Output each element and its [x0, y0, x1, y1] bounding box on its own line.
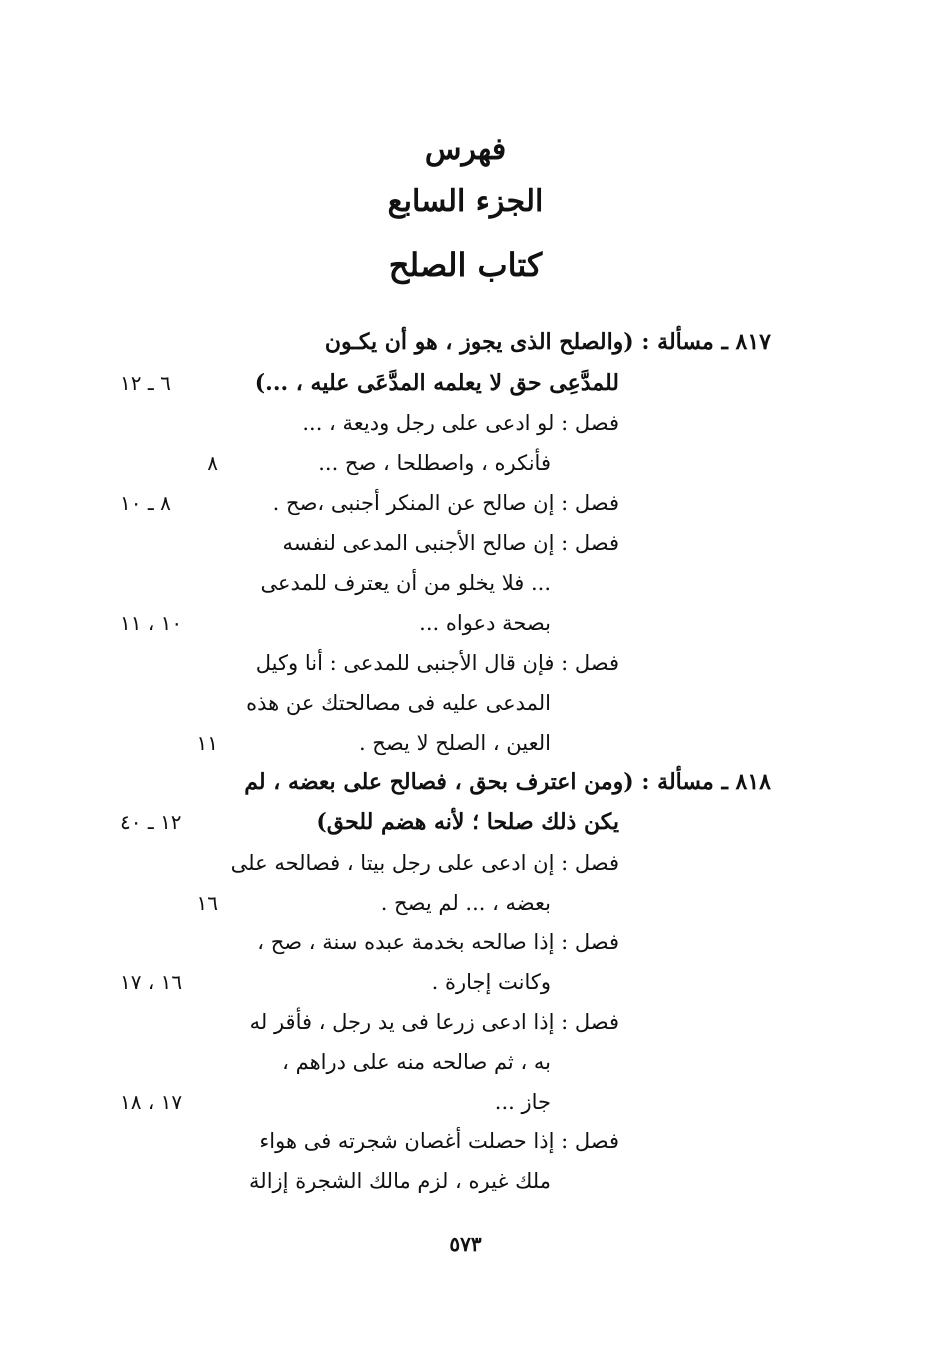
- page-ref-text: ١٢ ـ ٤٠: [120, 810, 182, 834]
- entry-text: بعضه ، ... لم يصح .: [380, 891, 551, 915]
- entry-page-ref: [120, 802, 230, 842]
- index-entry-line: [230, 843, 619, 883]
- index-entry-line: [239, 483, 619, 523]
- entry-page-ref: [120, 1082, 230, 1122]
- entry-text: فصل : إن ادعى على رجل بيتا ، فصالحه على: [230, 851, 619, 875]
- index-entry-line: [231, 1042, 551, 1082]
- entry-text: فصل : إذا حصلت أغصان شجرته فى هواء: [259, 1129, 619, 1153]
- index-entry-line: [231, 563, 551, 603]
- index-entry-line: [239, 403, 619, 443]
- entry-text: جاز ...: [494, 1090, 551, 1114]
- issue-number-818: ٨١٨ ـ مسألة :: [641, 769, 771, 795]
- index-entry-line: [231, 443, 551, 483]
- entry-text: فصل : إن صالح الأجنبى المدعى لنفسه: [282, 531, 619, 555]
- issue-text: (والصلح الذى يجوز ، هو أن يكـون: [324, 329, 634, 355]
- index-entry-line: [239, 802, 619, 842]
- page-ref-text: ١٧ ، ١٨: [120, 1090, 183, 1114]
- entry-text: العين ، الصلح لا يصح .: [358, 731, 551, 755]
- page-ref-text: ٦ ـ ١٢: [120, 371, 171, 395]
- index-entry-line: [231, 603, 551, 643]
- issue-text: (ومن اعترف بحق ، فصالح على بعضه ، لم: [244, 769, 634, 795]
- issue-number-817: ٨١٧ ـ مسألة :: [641, 329, 771, 355]
- entry-text: ملك غيره ، لزم مالك الشجرة إزالة: [249, 1169, 551, 1193]
- index-entry-line: [239, 523, 619, 563]
- entry-text: فصل : إذا صالحه بخدمة عبده سنة ، صح ،: [257, 930, 619, 954]
- index-entry-line: [239, 363, 619, 403]
- index-entry-line: [239, 643, 619, 683]
- entry-page-ref: [120, 603, 230, 643]
- entry-text: فصل : إذا ادعى زرعا فى يد رجل ، فأقر له: [249, 1010, 619, 1034]
- entry-text: يكن ذلك صلحا ؛ لأنه هضم للحق): [316, 809, 619, 835]
- entry-page-ref: [120, 443, 230, 483]
- entry-page-ref: [120, 363, 230, 403]
- page-ref-text: ٨ ـ ١٠: [120, 491, 171, 515]
- entry-page-ref: [120, 483, 230, 523]
- index-entry-line: [231, 1161, 551, 1201]
- book-title: كتاب الصلح: [388, 246, 543, 284]
- entry-page-ref: [120, 962, 230, 1002]
- page-number: ٥٧٣: [449, 1232, 482, 1256]
- entry-page-ref: [120, 723, 230, 763]
- index-entry-line: [231, 883, 551, 923]
- entry-text: فصل : لو ادعى على رجل وديعة ، ...: [302, 411, 619, 435]
- index-entry-line: [231, 962, 551, 1002]
- page-ref-text: ١٠ ، ١١: [120, 611, 183, 635]
- index-entry-line: [239, 922, 619, 962]
- index-title: فهرس: [424, 132, 507, 167]
- entry-text: ... فلا يخلو من أن يعترف للمدعى: [260, 571, 551, 595]
- entry-text: به ، ثم صالحه منه على دراهم ،: [282, 1050, 551, 1074]
- entry-text: فصل : فإن قال الأجنبى للمدعى : أنا وكيل: [255, 651, 619, 675]
- entry-page-ref: [120, 883, 230, 923]
- entry-text: المدعى عليه فى مصالحتك عن هذه: [246, 691, 551, 715]
- page-ref-text: ٨: [207, 451, 218, 475]
- entry-text: بصحة دعواه ...: [419, 611, 551, 635]
- index-entry-line: [239, 1002, 619, 1042]
- issue-heading-818: [231, 762, 771, 802]
- entry-text: فأنكره ، واصطلحا ، صح ...: [318, 451, 551, 475]
- page-ref-text: ١٦: [196, 891, 218, 915]
- index-entry-line: [231, 723, 551, 763]
- index-entry-line: [239, 1121, 619, 1161]
- entry-text: فصل : إن صالح عن المنكر أجنبى ،صح .: [272, 491, 619, 515]
- entry-text: وكانت إجارة .: [431, 970, 551, 994]
- index-entry-line: [231, 683, 551, 723]
- page-ref-text: ١١: [196, 731, 218, 755]
- page-ref-text: ١٦ ، ١٧: [120, 970, 183, 994]
- entry-text: للمدَّعِى حق لا يعلمه المدَّعَى عليه ، ...): [254, 370, 619, 396]
- index-entry-line: [231, 1082, 551, 1122]
- issue-heading-817: [251, 322, 771, 362]
- part-title: الجزء السابع: [387, 184, 544, 219]
